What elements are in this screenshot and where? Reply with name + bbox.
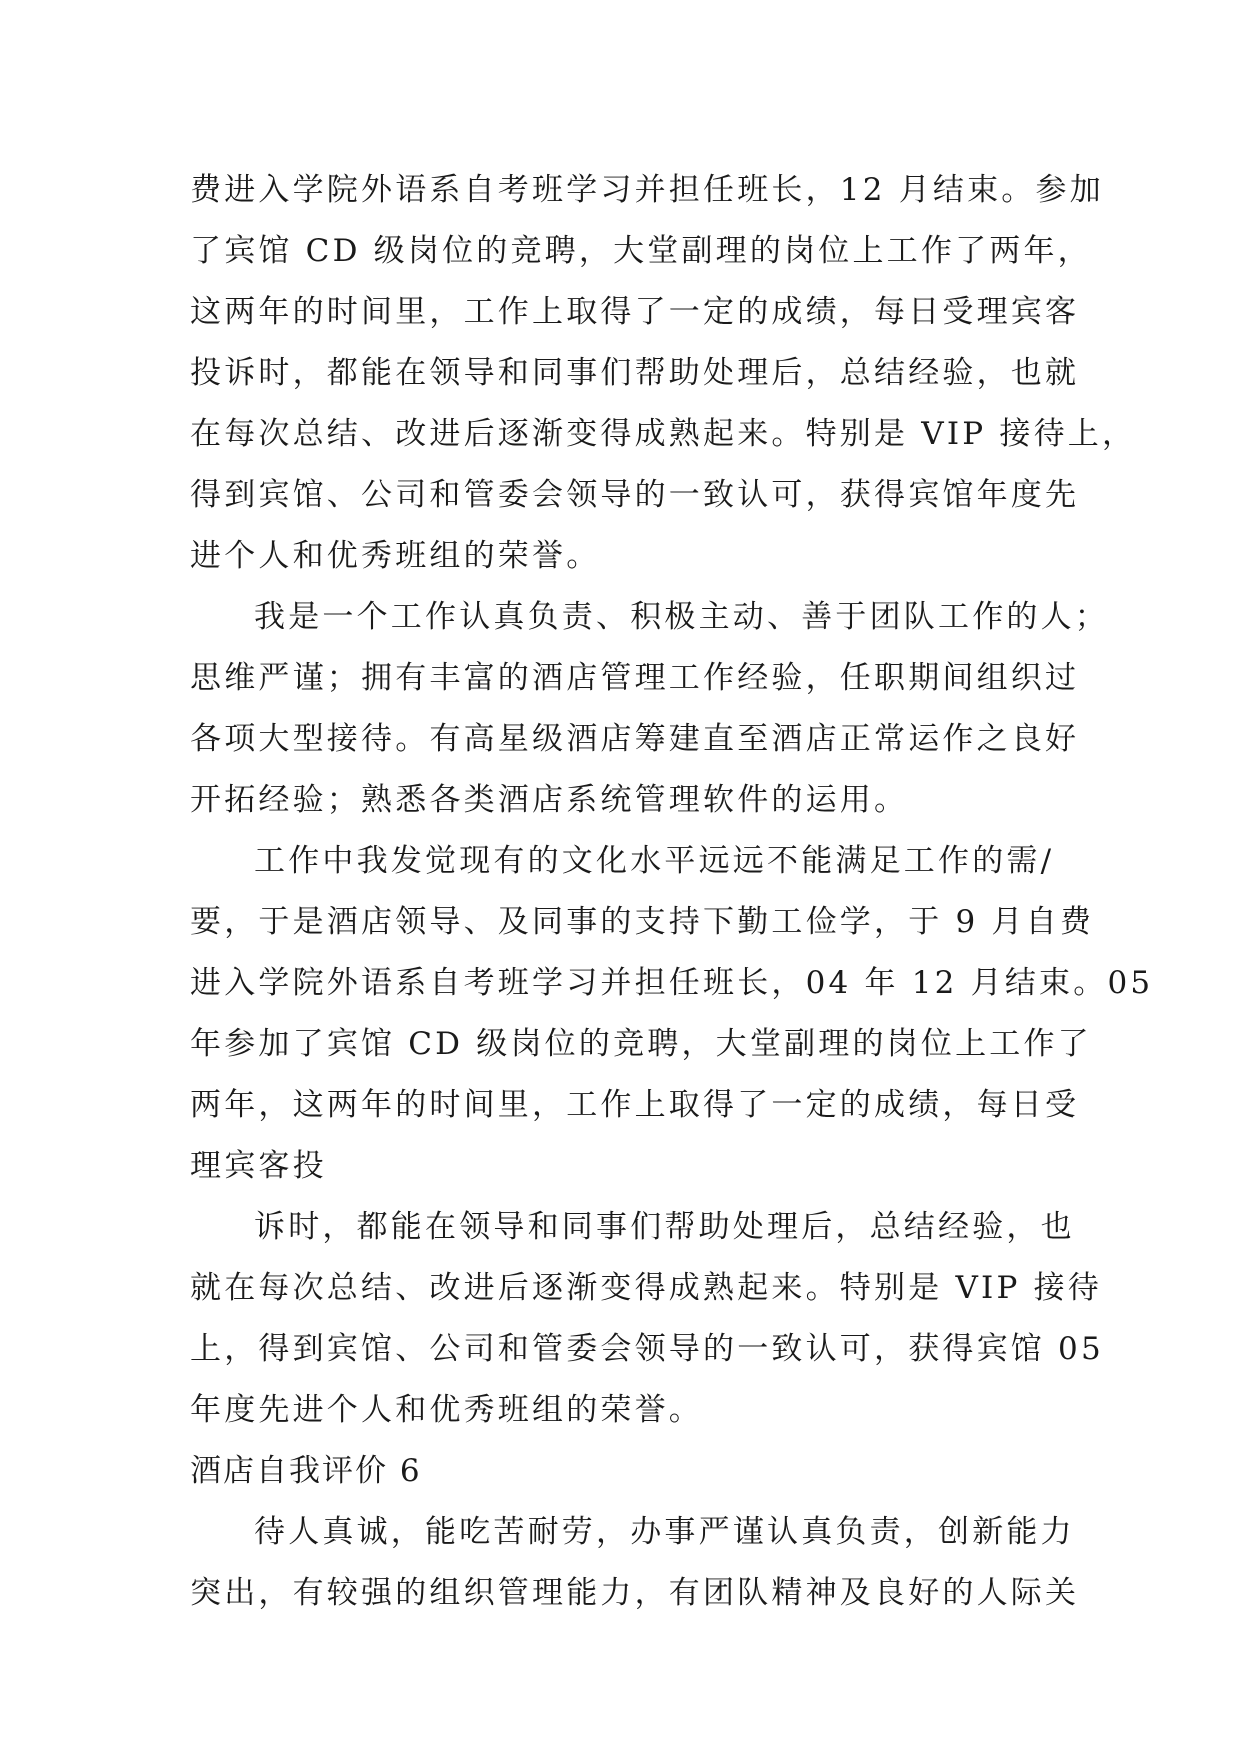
text-line: 开拓经验；熟悉各类酒店系统管理软件的运用。 — [190, 782, 909, 818]
text-line: 各项大型接待。有高星级酒店筹建直至酒店正常运作之良好 — [190, 721, 1080, 757]
text-line: 费进入学院外语系自考班学习并担任班长，12 月结束。参加 — [190, 172, 1104, 208]
text-line: 突出，有较强的组织管理能力，有团队精神及良好的人际关 — [190, 1575, 1080, 1611]
text-line: 得到宾馆、公司和管委会领导的一致认可，获得宾馆年度先 — [190, 477, 1080, 513]
text-line: 理宾客投 — [190, 1148, 327, 1184]
paragraph-first-line: 诉时，都能在领导和同事们帮助处理后，总结经验，也 — [254, 1209, 1075, 1245]
text-line: 年度先进个人和优秀班组的荣誉。 — [190, 1392, 703, 1428]
text-line: 这两年的时间里，工作上取得了一定的成绩，每日受理宾客 — [190, 294, 1080, 330]
text-line: 两年，这两年的时间里，工作上取得了一定的成绩，每日受 — [190, 1087, 1080, 1123]
section-heading: 酒店自我评价 6 — [190, 1453, 422, 1489]
paragraph-first-line: 工作中我发觉现有的文化水平远远不能满足工作的需/ — [254, 843, 1055, 879]
text-line: 进入学院外语系自考班学习并担任班长，04 年 12 月结束。05 — [190, 965, 1154, 1001]
paragraph-first-line: 待人真诚，能吃苦耐劳，办事严谨认真负责，创新能力 — [254, 1514, 1075, 1550]
text-line: 进个人和优秀班组的荣誉。 — [190, 538, 601, 574]
text-line: 就在每次总结、改进后逐渐变得成熟起来。特别是 VIP 接待 — [190, 1270, 1102, 1306]
text-line: 年参加了宾馆 CD 级岗位的竞聘，大堂副理的岗位上工作了 — [190, 1026, 1092, 1062]
text-line: 上，得到宾馆、公司和管委会领导的一致认可，获得宾馆 05 — [190, 1331, 1104, 1367]
document-body — [190, 160, 1154, 1624]
text-line: 投诉时，都能在领导和同事们帮助处理后，总结经验，也就 — [190, 355, 1080, 391]
paragraph-first-line: 我是一个工作认真负责、积极主动、善于团队工作的人； — [254, 599, 1109, 635]
text-line: 要，于是酒店领导、及同事的支持下勤工俭学，于 9 月自费 — [190, 904, 1095, 940]
text-line: 思维严谨；拥有丰富的酒店管理工作经验，任职期间组织过 — [190, 660, 1080, 696]
text-line: 了宾馆 CD 级岗位的竞聘，大堂副理的岗位上工作了两年， — [190, 233, 1092, 269]
text-line: 在每次总结、改进后逐渐变得成熟起来。特别是 VIP 接待上， — [190, 416, 1137, 452]
